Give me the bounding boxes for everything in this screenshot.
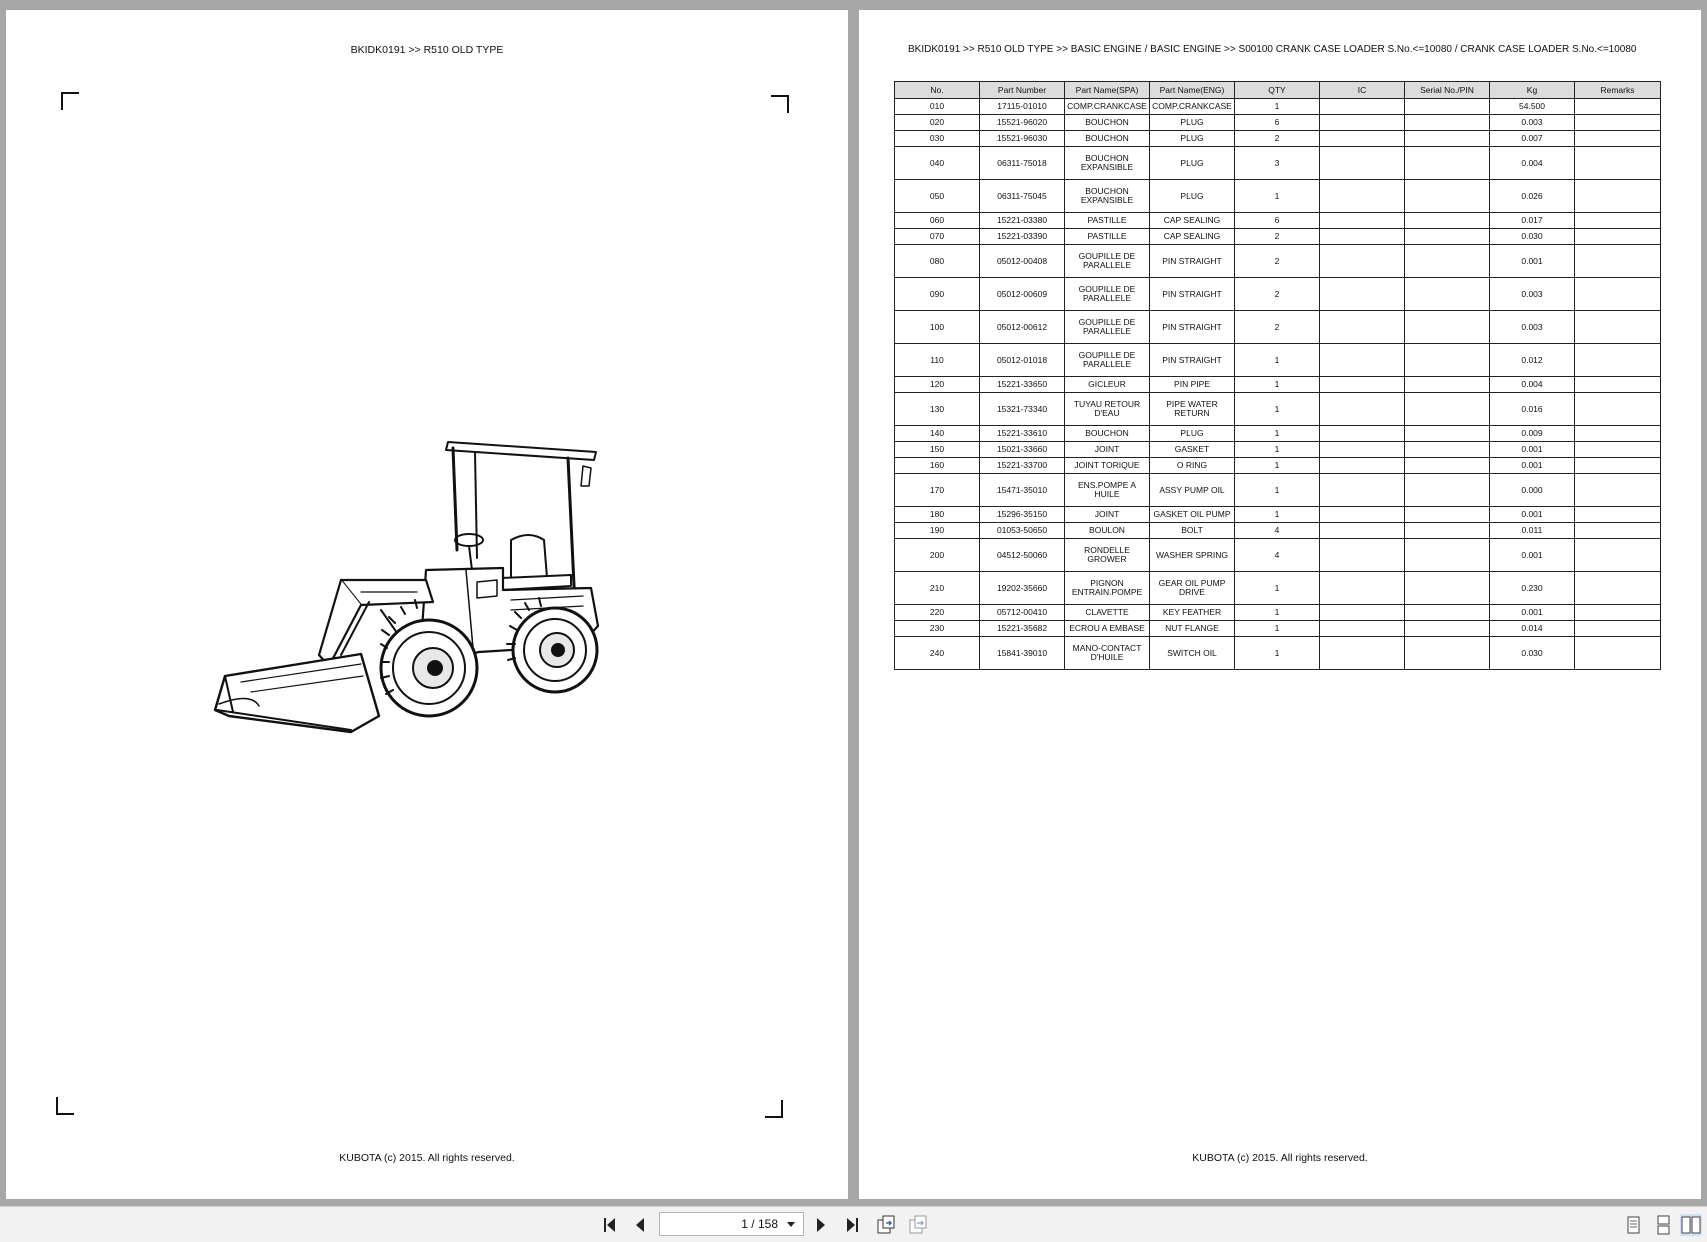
table-cell: 1 <box>1235 572 1320 605</box>
table-cell <box>1575 278 1661 311</box>
table-cell <box>1320 131 1405 147</box>
table-cell <box>1405 393 1490 426</box>
column-header: Part Name(ENG) <box>1150 82 1235 99</box>
table-cell: PIN STRAIGHT <box>1150 344 1235 377</box>
table-cell: ASSY PUMP OIL <box>1150 474 1235 507</box>
table-cell <box>1575 115 1661 131</box>
table-cell <box>1320 213 1405 229</box>
table-row <box>895 147 1661 180</box>
table-cell <box>1575 458 1661 474</box>
table-cell: PIN STRAIGHT <box>1150 278 1235 311</box>
page-header: BKIDK0191 >> R510 OLD TYPE <box>350 44 504 56</box>
table-cell: 4 <box>1235 539 1320 572</box>
table-cell: O RING <box>1150 458 1235 474</box>
table-cell: 15221-33650 <box>980 377 1065 393</box>
table-cell <box>1575 621 1661 637</box>
table-cell: 15321-73340 <box>980 393 1065 426</box>
table-row <box>895 377 1661 393</box>
table-cell <box>1320 572 1405 605</box>
table-cell: 0.001 <box>1490 245 1575 278</box>
table-cell <box>1575 474 1661 507</box>
table-cell: 150 <box>895 442 980 458</box>
table-cell: PLUG <box>1150 115 1235 131</box>
table-cell: 15521-96020 <box>980 115 1065 131</box>
table-cell <box>1575 426 1661 442</box>
table-row <box>895 213 1661 229</box>
table-cell: 170 <box>895 474 980 507</box>
table-cell: 15841-39010 <box>980 637 1065 670</box>
table-cell <box>1405 278 1490 311</box>
table-cell: 120 <box>895 377 980 393</box>
table-cell: GOUPILLE DE PARALLELE <box>1065 278 1150 311</box>
column-header: Part Number <box>980 82 1065 99</box>
table-cell: PASTILLE <box>1065 229 1150 245</box>
table-row <box>895 131 1661 147</box>
table-cell: 0.230 <box>1490 572 1575 605</box>
table-cell: 15521-96030 <box>980 131 1065 147</box>
table-cell: 0.001 <box>1490 458 1575 474</box>
table-cell: 0.000 <box>1490 474 1575 507</box>
table-cell: 220 <box>895 605 980 621</box>
table-cell: CAP SEALING <box>1150 229 1235 245</box>
table-cell: PIN STRAIGHT <box>1150 245 1235 278</box>
table-cell: 200 <box>895 539 980 572</box>
table-row <box>895 637 1661 670</box>
table-cell: 15221-35682 <box>980 621 1065 637</box>
table-cell <box>1405 147 1490 180</box>
table-cell <box>1575 539 1661 572</box>
table-cell: 15021-33660 <box>980 442 1065 458</box>
table-cell <box>1405 229 1490 245</box>
table-cell: 0.030 <box>1490 229 1575 245</box>
table-cell <box>1575 605 1661 621</box>
column-header: IC <box>1320 82 1405 99</box>
table-cell: 1 <box>1235 99 1320 115</box>
table-row <box>895 344 1661 377</box>
table-row <box>895 115 1661 131</box>
table-cell <box>1405 458 1490 474</box>
table-cell <box>1405 507 1490 523</box>
table-cell: SWITCH OIL <box>1150 637 1235 670</box>
table-cell: 0.001 <box>1490 605 1575 621</box>
table-cell: 1 <box>1235 507 1320 523</box>
table-cell: GOUPILLE DE PARALLELE <box>1065 311 1150 344</box>
table-cell: 05012-00612 <box>980 311 1065 344</box>
page-footer: KUBOTA (c) 2015. All rights reserved. <box>339 1152 515 1164</box>
table-cell: GICLEUR <box>1065 377 1150 393</box>
table-cell: 6 <box>1235 213 1320 229</box>
table-cell <box>1320 507 1405 523</box>
crop-mark-top-right <box>771 95 789 113</box>
table-cell: 0.003 <box>1490 115 1575 131</box>
table-cell: 15221-33700 <box>980 458 1065 474</box>
table-cell: 0.030 <box>1490 637 1575 670</box>
table-cell: 0.009 <box>1490 426 1575 442</box>
table-cell: PLUG <box>1150 180 1235 213</box>
table-cell <box>1405 442 1490 458</box>
table-cell: 0.001 <box>1490 539 1575 572</box>
table-cell: 2 <box>1235 245 1320 278</box>
table-cell <box>1320 458 1405 474</box>
previous-page-icon[interactable] <box>629 1214 651 1236</box>
table-cell <box>1575 442 1661 458</box>
table-cell <box>1320 474 1405 507</box>
table-cell: 100 <box>895 311 980 344</box>
table-row <box>895 605 1661 621</box>
table-cell: 020 <box>895 115 980 131</box>
table-cell: 230 <box>895 621 980 637</box>
table-cell: 190 <box>895 523 980 539</box>
page-number-input[interactable] <box>660 1213 778 1235</box>
table-cell <box>1405 605 1490 621</box>
table-cell <box>1320 278 1405 311</box>
table-cell: 1 <box>1235 605 1320 621</box>
parts-list-table <box>894 81 1661 670</box>
table-cell: 040 <box>895 147 980 180</box>
table-cell <box>1320 180 1405 213</box>
table-cell: 3 <box>1235 147 1320 180</box>
table-cell <box>1405 539 1490 572</box>
table-cell <box>1405 572 1490 605</box>
table-cell <box>1575 99 1661 115</box>
page-header: BKIDK0191 >> R510 OLD TYPE >> BASIC ENGINE / BASIC ENGINE >> S00100 CRANK CASE LOADER S.No.<=10080 / CRANK CASE LOADER S.No.<=10080 <box>908 44 1637 55</box>
column-header: Serial No./PIN <box>1405 82 1490 99</box>
viewer-toolbar <box>0 1206 1707 1242</box>
two-page-view-icon[interactable] <box>1680 1214 1702 1236</box>
table-cell: 06311-75045 <box>980 180 1065 213</box>
table-cell: 05012-00609 <box>980 278 1065 311</box>
table-cell: BOULON <box>1065 523 1150 539</box>
table-cell: 1 <box>1235 621 1320 637</box>
table-cell <box>1320 311 1405 344</box>
table-cell: 15471-35010 <box>980 474 1065 507</box>
table-cell: 15296-35150 <box>980 507 1065 523</box>
table-row <box>895 458 1661 474</box>
table-row <box>895 245 1661 278</box>
table-cell: 01053-50650 <box>980 523 1065 539</box>
table-cell: 140 <box>895 426 980 442</box>
page-number-selector[interactable] <box>659 1212 804 1236</box>
table-cell: NUT FLANGE <box>1150 621 1235 637</box>
chevron-down-icon <box>785 1218 797 1230</box>
table-cell: 050 <box>895 180 980 213</box>
table-cell <box>1575 572 1661 605</box>
crop-mark-bottom-left <box>56 1097 74 1115</box>
table-cell: 2 <box>1235 131 1320 147</box>
table-cell <box>1405 474 1490 507</box>
table-row <box>895 442 1661 458</box>
table-cell <box>1405 131 1490 147</box>
table-cell <box>1575 377 1661 393</box>
table-cell: 090 <box>895 278 980 311</box>
table-cell: 240 <box>895 637 980 670</box>
table-cell <box>1320 377 1405 393</box>
table-cell: 060 <box>895 213 980 229</box>
table-cell: CAP SEALING <box>1150 213 1235 229</box>
table-cell: BOUCHON <box>1065 426 1150 442</box>
table-cell: 0.003 <box>1490 278 1575 311</box>
table-cell: 0.026 <box>1490 180 1575 213</box>
table-cell: 1 <box>1235 637 1320 670</box>
table-cell <box>1405 344 1490 377</box>
table-cell: GASKET OIL PUMP <box>1150 507 1235 523</box>
table-cell: 1 <box>1235 426 1320 442</box>
single-page-view-icon[interactable] <box>1622 1214 1644 1236</box>
table-row <box>895 229 1661 245</box>
table-cell: 110 <box>895 344 980 377</box>
table-row <box>895 523 1661 539</box>
table-cell <box>1320 147 1405 180</box>
table-cell: PIPE WATER RETURN <box>1150 393 1235 426</box>
table-cell <box>1320 442 1405 458</box>
table-cell <box>1405 245 1490 278</box>
table-cell: JOINT <box>1065 507 1150 523</box>
table-cell: GOUPILLE DE PARALLELE <box>1065 245 1150 278</box>
table-cell: 0.011 <box>1490 523 1575 539</box>
table-cell: 6 <box>1235 115 1320 131</box>
table-cell: ENS.POMPE A HUILE <box>1065 474 1150 507</box>
table-cell <box>1575 131 1661 147</box>
table-row <box>895 507 1661 523</box>
table-cell: BOUCHON <box>1065 115 1150 131</box>
table-cell <box>1575 229 1661 245</box>
table-cell: 130 <box>895 393 980 426</box>
table-cell: 0.004 <box>1490 377 1575 393</box>
table-row <box>895 99 1661 115</box>
wheel-loader-illustration <box>211 430 621 775</box>
table-cell: 05012-01018 <box>980 344 1065 377</box>
table-cell <box>1320 523 1405 539</box>
table-row <box>895 572 1661 605</box>
table-cell: PLUG <box>1150 131 1235 147</box>
table-row <box>895 621 1661 637</box>
table-cell <box>1320 426 1405 442</box>
table-cell <box>1575 311 1661 344</box>
table-cell: 1 <box>1235 344 1320 377</box>
first-page-icon[interactable] <box>600 1214 622 1236</box>
table-cell: 1 <box>1235 474 1320 507</box>
table-cell: BOLT <box>1150 523 1235 539</box>
document-page-right <box>859 10 1701 1199</box>
table-cell: 2 <box>1235 311 1320 344</box>
table-cell: 1 <box>1235 377 1320 393</box>
table-cell: MANO-CONTACT D'HUILE <box>1065 637 1150 670</box>
table-cell <box>1320 99 1405 115</box>
table-cell: 030 <box>895 131 980 147</box>
table-row <box>895 426 1661 442</box>
table-cell: 160 <box>895 458 980 474</box>
table-cell: PASTILLE <box>1065 213 1150 229</box>
table-cell: 04512-50060 <box>980 539 1065 572</box>
table-cell <box>1575 344 1661 377</box>
table-cell: 010 <box>895 99 980 115</box>
last-page-icon[interactable] <box>840 1214 862 1236</box>
table-cell: 0.016 <box>1490 393 1575 426</box>
table-cell <box>1405 180 1490 213</box>
next-page-icon[interactable] <box>810 1214 832 1236</box>
table-cell: JOINT TORIQUE <box>1065 458 1150 474</box>
table-cell <box>1575 507 1661 523</box>
table-cell: PLUG <box>1150 147 1235 180</box>
table-cell: 54.500 <box>1490 99 1575 115</box>
table-cell: 0.012 <box>1490 344 1575 377</box>
table-cell <box>1405 523 1490 539</box>
table-cell: PLUG <box>1150 426 1235 442</box>
table-cell: 210 <box>895 572 980 605</box>
table-cell: 0.003 <box>1490 311 1575 344</box>
table-cell: 0.017 <box>1490 213 1575 229</box>
table-cell: WASHER SPRING <box>1150 539 1235 572</box>
table-cell <box>1320 115 1405 131</box>
table-cell: KEY FEATHER <box>1150 605 1235 621</box>
table-cell: 1 <box>1235 180 1320 213</box>
page-footer: KUBOTA (c) 2015. All rights reserved. <box>1192 1152 1368 1164</box>
table-cell: BOUCHON EXPANSIBLE <box>1065 147 1150 180</box>
table-cell <box>1320 605 1405 621</box>
table-cell: 4 <box>1235 523 1320 539</box>
table-row <box>895 474 1661 507</box>
table-cell <box>1575 637 1661 670</box>
table-cell: GOUPILLE DE PARALLELE <box>1065 344 1150 377</box>
table-cell: 0.014 <box>1490 621 1575 637</box>
table-row <box>895 311 1661 344</box>
table-cell <box>1575 523 1661 539</box>
table-cell <box>1405 426 1490 442</box>
continuous-view-icon[interactable] <box>1652 1214 1674 1236</box>
table-cell <box>1575 147 1661 180</box>
column-header: No. <box>895 82 980 99</box>
table-cell <box>1405 213 1490 229</box>
table-cell <box>1405 115 1490 131</box>
table-cell: ECROU A EMBASE <box>1065 621 1150 637</box>
table-row <box>895 539 1661 572</box>
table-row <box>895 393 1661 426</box>
table-cell <box>1320 245 1405 278</box>
table-cell <box>1320 344 1405 377</box>
table-cell <box>1320 229 1405 245</box>
table-cell: 070 <box>895 229 980 245</box>
table-cell: GASKET <box>1150 442 1235 458</box>
table-cell: BOUCHON EXPANSIBLE <box>1065 180 1150 213</box>
column-header: Kg <box>1490 82 1575 99</box>
page-import-icon[interactable] <box>907 1214 929 1236</box>
document-page-left <box>6 10 848 1199</box>
table-cell: 080 <box>895 245 980 278</box>
table-cell: COMP.CRANKCASE <box>1150 99 1235 115</box>
crop-mark-bottom-right <box>765 1100 783 1118</box>
table-cell <box>1575 213 1661 229</box>
column-header: Part Name(SPA) <box>1065 82 1150 99</box>
table-cell: PIN PIPE <box>1150 377 1235 393</box>
table-cell: 1 <box>1235 458 1320 474</box>
table-cell <box>1575 180 1661 213</box>
table-cell: 15221-03390 <box>980 229 1065 245</box>
table-cell <box>1405 311 1490 344</box>
table-cell: JOINT <box>1065 442 1150 458</box>
table-cell <box>1320 637 1405 670</box>
crop-mark-top-left <box>61 92 79 110</box>
page-export-icon[interactable] <box>875 1214 897 1236</box>
table-cell: 0.001 <box>1490 507 1575 523</box>
table-cell: 1 <box>1235 442 1320 458</box>
table-cell <box>1575 393 1661 426</box>
table-header-row <box>895 82 1661 99</box>
table-cell: 0.001 <box>1490 442 1575 458</box>
column-header: QTY <box>1235 82 1320 99</box>
table-cell <box>1405 99 1490 115</box>
table-cell: 2 <box>1235 278 1320 311</box>
table-cell <box>1320 539 1405 572</box>
table-cell: BOUCHON <box>1065 131 1150 147</box>
table-cell <box>1575 245 1661 278</box>
table-cell: 0.007 <box>1490 131 1575 147</box>
table-cell: PIN STRAIGHT <box>1150 311 1235 344</box>
table-cell <box>1320 621 1405 637</box>
table-cell <box>1320 393 1405 426</box>
table-cell: RONDELLE GROWER <box>1065 539 1150 572</box>
table-cell: 17115-01010 <box>980 99 1065 115</box>
table-cell: CLAVETTE <box>1065 605 1150 621</box>
table-cell: COMP.CRANKCASE <box>1065 99 1150 115</box>
table-cell <box>1405 637 1490 670</box>
column-header: Remarks <box>1575 82 1661 99</box>
table-cell: PIGNON ENTRAIN.POMPE <box>1065 572 1150 605</box>
table-cell: 05012-00408 <box>980 245 1065 278</box>
table-cell: 0.004 <box>1490 147 1575 180</box>
table-cell <box>1405 621 1490 637</box>
table-cell: 2 <box>1235 229 1320 245</box>
table-cell: 1 <box>1235 393 1320 426</box>
table-row <box>895 278 1661 311</box>
table-cell: GEAR OIL PUMP DRIVE <box>1150 572 1235 605</box>
table-cell: 180 <box>895 507 980 523</box>
table-cell: 15221-33610 <box>980 426 1065 442</box>
table-cell: 15221-03380 <box>980 213 1065 229</box>
table-row <box>895 180 1661 213</box>
table-cell <box>1405 377 1490 393</box>
table-cell: TUYAU RETOUR D'EAU <box>1065 393 1150 426</box>
table-cell: 19202-35660 <box>980 572 1065 605</box>
table-cell: 06311-75018 <box>980 147 1065 180</box>
table-cell: 05712-00410 <box>980 605 1065 621</box>
